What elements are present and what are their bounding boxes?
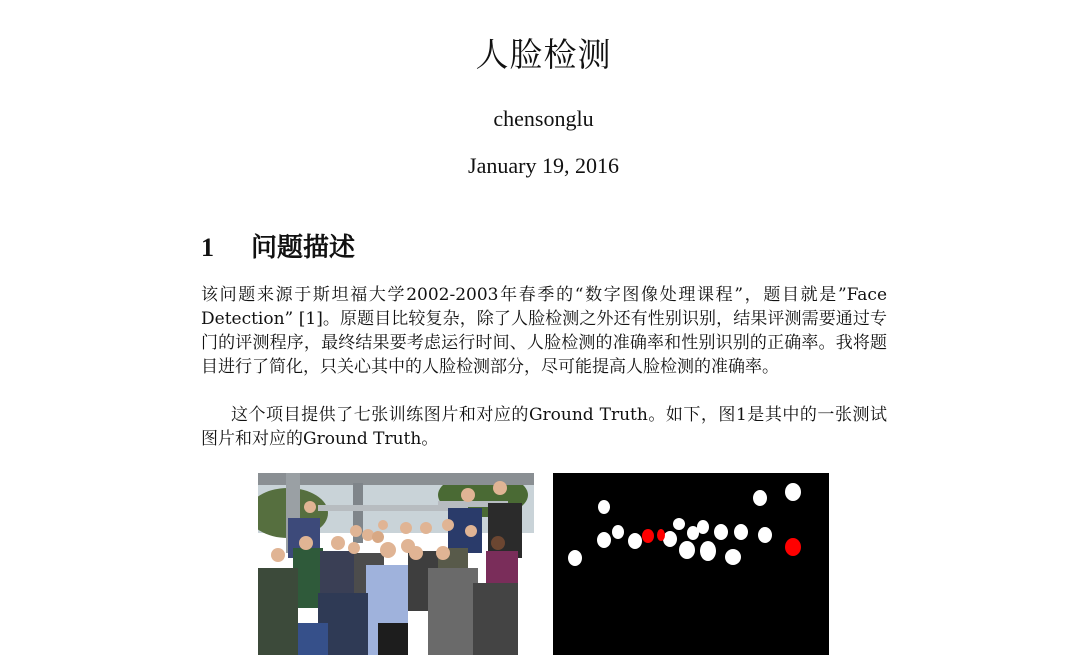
paper-date: January 19, 2016 <box>468 153 619 178</box>
face-mask-image <box>553 473 829 655</box>
paper-title: 人脸检测 <box>475 35 612 74</box>
section-number: 1 <box>201 233 214 262</box>
paragraph-problem-source: 该问题来源于斯坦福大学2002-2003年春季的“数字图像处理课程”，题目就是”Face Detection” [1]。原题目比较复杂，除了人脸检测之外还有性别识别，结果评测需要通过专门的评测程序，最终结果要考虑运行时间、人脸检测的准确率和性别识别的正确率。我将题目进行了简化，只关心其中的人脸检测部分，尽可能提高人脸检测的准确率。 <box>201 285 887 377</box>
section-title: 问题描述 <box>251 233 356 263</box>
paragraph-dataset: 这个项目提供了七张训练图片和对应的Ground Truth。如下，图1是其中的一张测试图片和对应的Ground Truth。 <box>201 405 887 449</box>
group-photo-image <box>258 473 534 655</box>
paper-author: chensonglu <box>493 106 594 131</box>
section-heading <box>201 230 355 266</box>
